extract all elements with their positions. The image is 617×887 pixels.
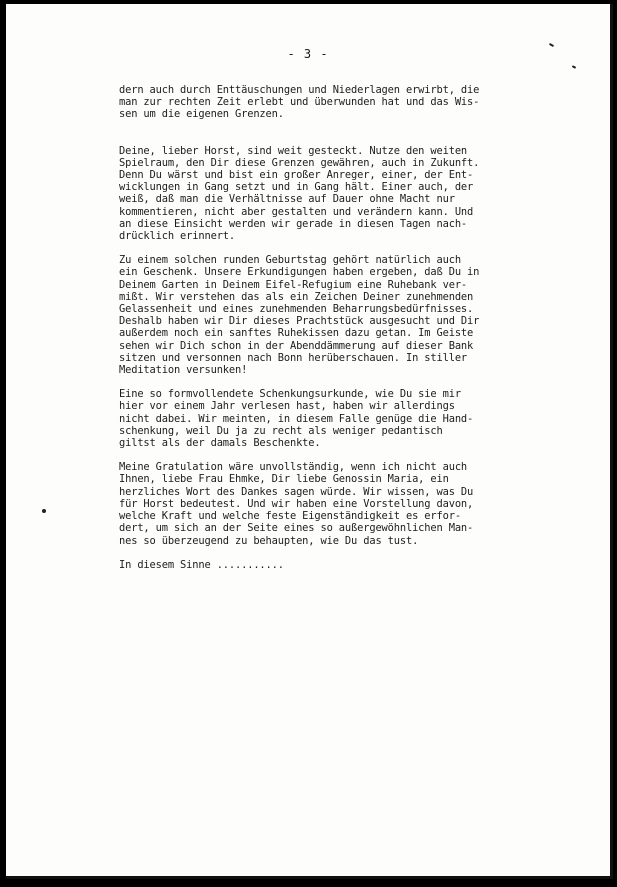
- paragraph: [119, 461, 549, 546]
- text-line: Zu einem solchen runden Geburtstag gehört natürlich auch: [119, 254, 461, 267]
- text-line: Ihnen, liebe Frau Ehmke, Dir liebe Genossin Maria, ein: [119, 473, 449, 486]
- closing-line: [119, 559, 549, 571]
- text-line: Meine Gratulation wäre unvollständig, wenn ich nicht auch: [119, 461, 468, 474]
- paragraph: [119, 84, 549, 121]
- text-line: nicht dabei. Wir meinten, in diesem Falle genüge die Hand-: [119, 412, 474, 425]
- margin-dot: [42, 509, 46, 513]
- page-number: - 3 -: [287, 47, 329, 61]
- text-line: dert, um sich an der Seite eines so außergewöhnlichen Man-: [119, 522, 474, 535]
- text-line: In diesem Sinne ...........: [119, 558, 284, 571]
- text-line: welche Kraft und welche feste Eigenständigkeit es erfor-: [119, 510, 461, 523]
- paragraph: [119, 388, 549, 449]
- text-line: Deine, lieber Horst, sind weit gesteckt. Nutze den weiten: [119, 144, 468, 157]
- text-line: schenkung, weil Du ja zu recht als weniger pedantisch: [119, 424, 443, 437]
- text-line: für Horst bedeutest. Und wir haben eine Vorstellung davon,: [119, 497, 474, 510]
- text-line: Gelassenheit und eines zunehmenden Beharrungsbedürfnisses.: [119, 303, 474, 316]
- text-line: außerdem noch ein sanftes Ruhekissen dazu getan. Im Geiste: [119, 327, 474, 340]
- text-line: sehen wir Dich schon in der Abenddämmerung auf dieser Bank: [119, 339, 474, 352]
- document-page: [6, 4, 613, 879]
- text-line: Eine so formvollendete Schenkungsurkunde, wie Du sie mir: [119, 388, 461, 401]
- scan-speck: [572, 65, 576, 69]
- text-line: Deinem Garten in Deinem Eifel-Refugium eine Ruhebank ver-: [119, 278, 468, 291]
- text-line: man zur rechten Zeit erlebt und überwunden hat und das Wis-: [119, 96, 480, 109]
- text-line: kommentieren, nicht aber gestalten und verändern kann. Und: [119, 205, 474, 218]
- paragraph: [119, 145, 549, 243]
- text-line: mißt. Wir verstehen das als ein Zeichen Deiner zunehmenden: [119, 290, 474, 303]
- text-line: Spielraum, den Dir diese Grenzen gewähren, auch in Zukunft.: [119, 156, 480, 169]
- text-line: drücklich erinnert.: [119, 230, 236, 243]
- text-line: Deshalb haben wir Dir dieses Prachtstück ausgesucht und Dir: [119, 315, 480, 328]
- text-line: nes so überzeugend zu behaupten, wie Du das tust.: [119, 534, 419, 547]
- text-line: giltst als der damals Beschenkte.: [119, 437, 321, 450]
- text-line: Denn Du wärst und bist ein großer Anreger, einer, der Ent-: [119, 169, 474, 182]
- text-line: wicklungen in Gang setzt und in Gang hält. Einer auch, der: [119, 181, 474, 194]
- text-line: dern auch durch Enttäuschungen und Niederlagen erwirbt, die: [119, 84, 480, 96]
- text-line: sitzen und versonnen nach Bonn herüberschauen. In stiller: [119, 351, 468, 364]
- text-line: an diese Einsicht werden wir gerade in diesen Tagen nach-: [119, 217, 468, 230]
- letter-body: [119, 84, 549, 571]
- text-line: ein Geschenk. Unsere Erkundigungen haben ergeben, daß Du in: [119, 266, 480, 279]
- text-line: hier vor einem Jahr verlesen hast, haben wir allerdings: [119, 400, 455, 413]
- text-line: herzliches Wort des Dankes sagen würde. Wir wissen, was Du: [119, 485, 474, 498]
- paragraph: [119, 254, 549, 376]
- text-line: weiß, daß man die Verhältnisse auf Dauer ohne Macht nur: [119, 193, 455, 206]
- text-line: sen um die eigenen Grenzen.: [119, 108, 284, 121]
- text-line: Meditation versunken!: [119, 364, 248, 377]
